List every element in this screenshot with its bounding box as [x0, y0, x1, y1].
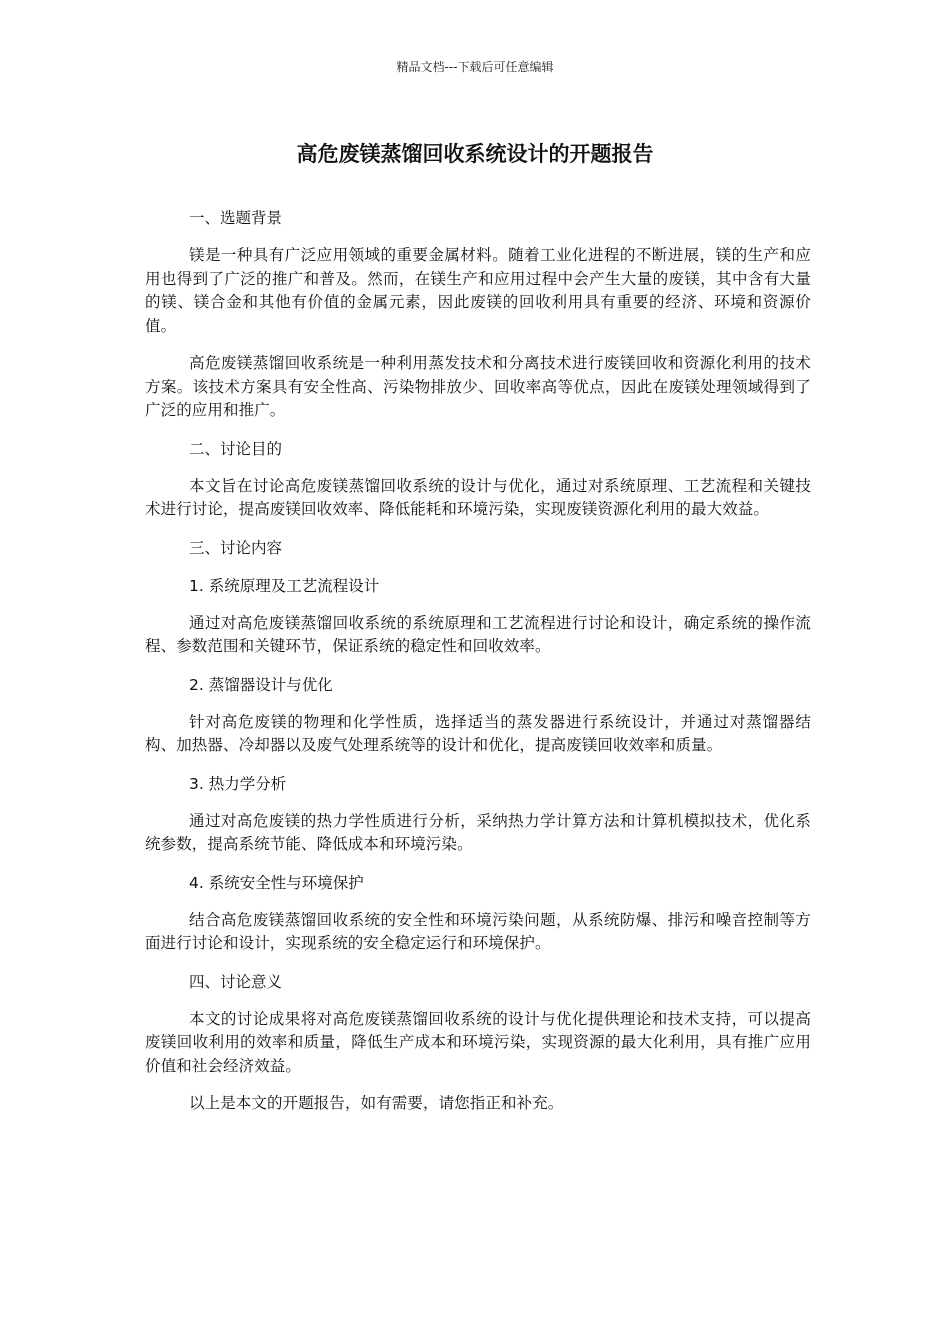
paragraph: 本文旨在讨论高危废镁蒸馏回收系统的设计与优化，通过对系统原理、工艺流程和关键技术进行讨论，提高废镁回收效率、降低能耗和环境污染，实现废镁资源化利用的最大效益。: [145, 476, 811, 518]
subsection-heading: 1. 系统原理及工艺流程设计: [189, 576, 380, 595]
page-header-note: 精品文档---下载后可任意编辑: [396, 60, 554, 74]
subsection-heading: 3. 热力学分析: [189, 774, 287, 793]
paragraph: 本文的讨论成果将对高危废镁蒸馏回收系统的设计与优化提供理论和技术支持，可以提高废镁回收利用的效率和质量，降低生产成本和环境污染，实现资源的最大化利用，具有推广应用价值和社会经济效益。: [145, 1009, 811, 1075]
paragraph: 通过对高危废镁蒸馏回收系统的系统原理和工艺流程进行讨论和设计，确定系统的操作流程、参数范围和关键环节，保证系统的稳定性和回收效率。: [145, 613, 811, 655]
section-heading-significance: 四、讨论意义: [189, 972, 283, 991]
paragraph: 高危废镁蒸馏回收系统是一种利用蒸发技术和分离技术进行废镁回收和资源化利用的技术方案。该技术方案具有安全性高、污染物排放少、回收率高等优点，因此在废镁处理领域得到了广泛的应用和推广。: [145, 354, 811, 419]
paragraph: 结合高危废镁蒸馏回收系统的安全性和环境污染问题，从系统防爆、排污和噪音控制等方面进行讨论和设计，实现系统的安全稳定运行和环境保护。: [145, 910, 811, 952]
subsection-heading: 2. 蒸馏器设计与优化: [189, 675, 333, 694]
subsection-heading: 4. 系统安全性与环境保护: [189, 873, 364, 892]
section-heading-content: 三、讨论内容: [189, 538, 283, 557]
paragraph: 镁是一种具有广泛应用领域的重要金属材料。随着工业化进程的不断进展，镁的生产和应用也得到了广泛的推广和普及。然而，在镁生产和应用过程中会产生大量的废镁，其中含有大量的镁、镁合金和其他有价值的金属元素，因此废镁的回收利用具有重要的经济、环境和资源价值。: [145, 246, 811, 335]
closing-paragraph: 以上是本文的开题报告，如有需要，请您指正和补充。: [189, 1094, 564, 1112]
document-body: [145, 206, 811, 1130]
section-heading-purpose: 二、讨论目的: [189, 439, 283, 458]
section-heading-background: 一、选题背景: [189, 209, 283, 227]
paragraph: 针对高危废镁的物理和化学性质，选择适当的蒸发器进行系统设计，并通过对蒸馏器结构、加热器、冷却器以及废气处理系统等的设计和优化，提高废镁回收效率和质量。: [145, 712, 811, 754]
paragraph: 通过对高危废镁的热力学性质进行分析，采纳热力学计算方法和计算机模拟技术，优化系统参数，提高系统节能、降低成本和环境污染。: [145, 811, 811, 853]
document-title: 高危废镁蒸馏回收系统设计的开题报告: [296, 142, 654, 166]
